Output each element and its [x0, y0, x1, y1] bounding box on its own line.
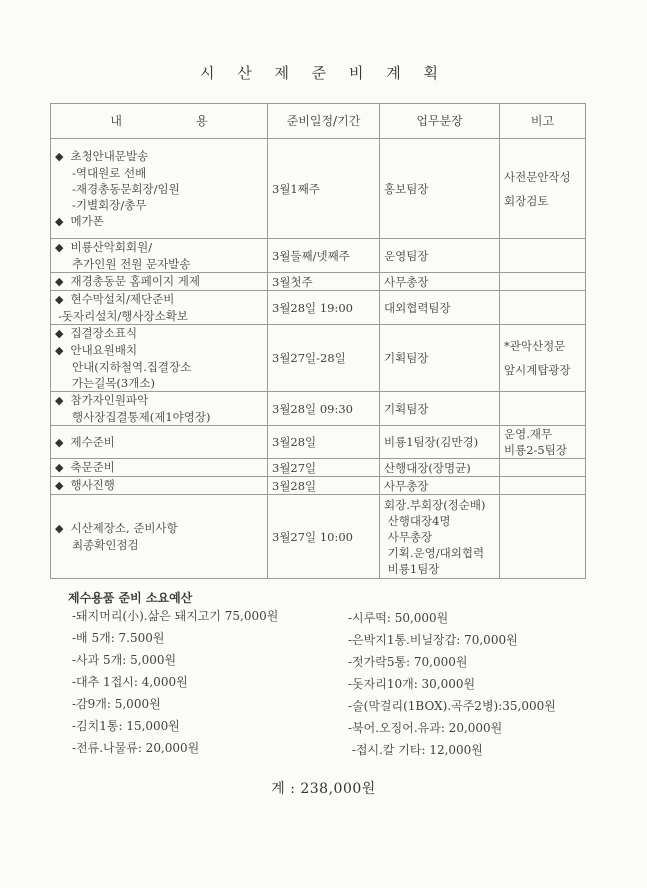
- budget-item: -돼지머리(小).삶은 돼지고기 75,000원: [72, 609, 279, 623]
- owner-line: 기획팀장: [384, 351, 429, 365]
- table-row: [51, 139, 586, 239]
- cell-note: [500, 139, 586, 239]
- cell-schedule: 3월28일 19:00: [268, 291, 380, 325]
- cell-note: [500, 325, 586, 392]
- header-content-a: 내: [110, 114, 122, 128]
- note-line: 회장검토: [504, 193, 549, 208]
- cell-owner: [380, 392, 500, 426]
- budget-item: -배 5개: 7.500원: [72, 631, 165, 645]
- table-row: [51, 291, 586, 325]
- cell-content: [51, 139, 268, 239]
- table-header-row: [51, 104, 586, 139]
- owner-line: 사무총장: [384, 478, 429, 493]
- table-row: [51, 273, 586, 291]
- budget-list-right: [348, 607, 556, 761]
- cell-schedule: 3월28일: [268, 426, 380, 459]
- owner-line: 비룡1팀장(김만경): [384, 435, 479, 449]
- sub-item: 추가인원 전원 문자발송: [72, 257, 191, 271]
- cell-owner: [380, 426, 500, 459]
- cell-content: [51, 495, 268, 579]
- note-line: 비룡2-5팀장: [504, 443, 567, 457]
- budget-item: -전류.나물류: 20,000원: [72, 741, 200, 755]
- owner-line: 홍보팀장: [384, 181, 429, 196]
- bullet-item: ◆ 집결장소표식: [55, 325, 263, 342]
- cell-note: [500, 459, 586, 477]
- header-content: [51, 104, 268, 139]
- sub-item: 안내(지하철역.집결장소: [72, 360, 192, 374]
- owner-line: 산행대장(장명균): [384, 460, 471, 475]
- header-owner: 업무분장: [380, 104, 500, 139]
- bullet-item: ◆ 축문준비: [55, 459, 263, 476]
- header-note: 비고: [500, 104, 586, 139]
- note-line: 사전문안작성: [504, 169, 571, 184]
- table-row: [51, 325, 586, 392]
- bullet-item: ◆ 메가폰: [55, 213, 263, 230]
- bullet-item: ◆ 시산제장소, 준비사항: [55, 520, 263, 537]
- sub-item: -재경총동문회장/임원: [72, 181, 180, 196]
- cell-content: [51, 426, 268, 459]
- budget-item: -김치1통: 15,000원: [72, 719, 180, 733]
- cell-note: [500, 426, 586, 459]
- sub-item: -돗자리설치/행사장소확보: [58, 309, 188, 323]
- sub-item: 행사장집결통제(제1야영장): [72, 410, 211, 424]
- cell-note: [500, 239, 586, 273]
- owner-line: 산행대장4명: [384, 513, 451, 528]
- cell-schedule: 3월27일 10:00: [268, 495, 380, 579]
- bullet-item: ◆ 초청안내문발송: [55, 148, 263, 165]
- cell-owner: [380, 291, 500, 325]
- bullet-item: ◆ 제수준비: [55, 434, 263, 451]
- budget-list-left: [72, 605, 278, 759]
- cell-owner: [380, 273, 500, 291]
- table-row: [51, 477, 586, 495]
- owner-line: 운영팀장: [384, 248, 429, 263]
- table-row: [51, 426, 586, 459]
- budget-item: -시루떡: 50,000원: [348, 611, 449, 625]
- cell-note: [500, 291, 586, 325]
- note-line: *관악산정문: [504, 339, 566, 353]
- budget-item: -술(막걸리(1BOX).곡주2병):35,000원: [348, 699, 556, 713]
- cell-owner: [380, 325, 500, 392]
- owner-line: 기획.운영/대외협력: [384, 545, 485, 560]
- budget-title: 제수용품 준비 소요예산: [68, 591, 193, 605]
- table-row: [51, 459, 586, 477]
- header-schedule: 준비일정/기간: [268, 104, 380, 139]
- bullet-item: ◆ 현수막설치/제단준비: [55, 291, 263, 308]
- table-row: [51, 495, 586, 579]
- bullet-item: ◆ 비룡산악회회원/: [55, 239, 263, 256]
- cell-note: [500, 477, 586, 495]
- sub-item: 가는길목(3개소): [72, 376, 155, 390]
- cell-note: [500, 392, 586, 426]
- cell-content: [51, 239, 268, 273]
- cell-owner: [380, 139, 500, 239]
- owner-line: 사무총장: [384, 274, 429, 289]
- owner-line: 회장.부회장(정순배): [384, 497, 486, 512]
- bullet-item: ◆ 참가자인원파악: [55, 392, 263, 409]
- cell-content: [51, 291, 268, 325]
- cell-content: [51, 325, 268, 392]
- budget-item: -북어.오징어.유과: 20,000원: [348, 721, 503, 735]
- owner-line: 사무총장: [384, 529, 433, 544]
- budget-item: -감9개: 5,000원: [72, 697, 161, 711]
- table-row: [51, 239, 586, 273]
- preparation-plan-table: [50, 103, 586, 579]
- cell-owner: [380, 477, 500, 495]
- table-row: [51, 392, 586, 426]
- sub-item: -기별회장/총무: [72, 197, 147, 212]
- cell-owner: [380, 459, 500, 477]
- budget-item: -대추 1접시: 4,000원: [72, 675, 188, 689]
- bullet-item: ◆ 안내요원배치: [55, 342, 263, 359]
- bullet-item: ◆ 행사진행: [55, 477, 263, 494]
- note-line: 앞시계탑광장: [504, 363, 571, 377]
- cell-note: [500, 273, 586, 291]
- cell-content: [51, 273, 268, 291]
- sub-item: 최종확인점검: [72, 538, 139, 552]
- document-title: 시 산 제 준 비 계 획: [199, 64, 448, 82]
- owner-line: 대외협력팀장: [384, 300, 451, 315]
- cell-content: [51, 477, 268, 495]
- cell-note: [500, 495, 586, 579]
- cell-content: [51, 392, 268, 426]
- cell-schedule: 3월28일: [268, 477, 380, 495]
- cell-content: [51, 459, 268, 477]
- cell-schedule: 3월27일: [268, 459, 380, 477]
- cell-schedule: 3월28일 09:30: [268, 392, 380, 426]
- owner-line: 기획팀장: [384, 401, 429, 416]
- budget-item: -젓가락5통: 70,000원: [348, 655, 468, 669]
- budget-total: 계 : 238,000원: [271, 781, 376, 797]
- cell-schedule: 3월둘째/넷째주: [268, 239, 380, 273]
- cell-owner: [380, 239, 500, 273]
- budget-item: -접시.칼 기타: 12,000원: [348, 743, 483, 757]
- owner-line: 비룡1팀장: [384, 561, 440, 576]
- sub-item: -역대원로 선배: [72, 165, 147, 180]
- budget-item: -돗자리10개: 30,000원: [348, 677, 476, 691]
- cell-owner: [380, 495, 500, 579]
- note-line: 운영.재무: [504, 427, 553, 441]
- header-content-b: 용: [196, 114, 208, 128]
- cell-schedule: 3월첫주: [268, 273, 380, 291]
- budget-item: -은박지1통.비닐장갑: 70,000원: [348, 633, 518, 647]
- budget-item: -사과 5개: 5,000원: [72, 653, 177, 667]
- cell-schedule: 3월1째주: [268, 139, 380, 239]
- bullet-item: ◆ 재경총동문 홈페이지 게제: [55, 273, 263, 290]
- cell-schedule: 3월27일-28일: [268, 325, 380, 392]
